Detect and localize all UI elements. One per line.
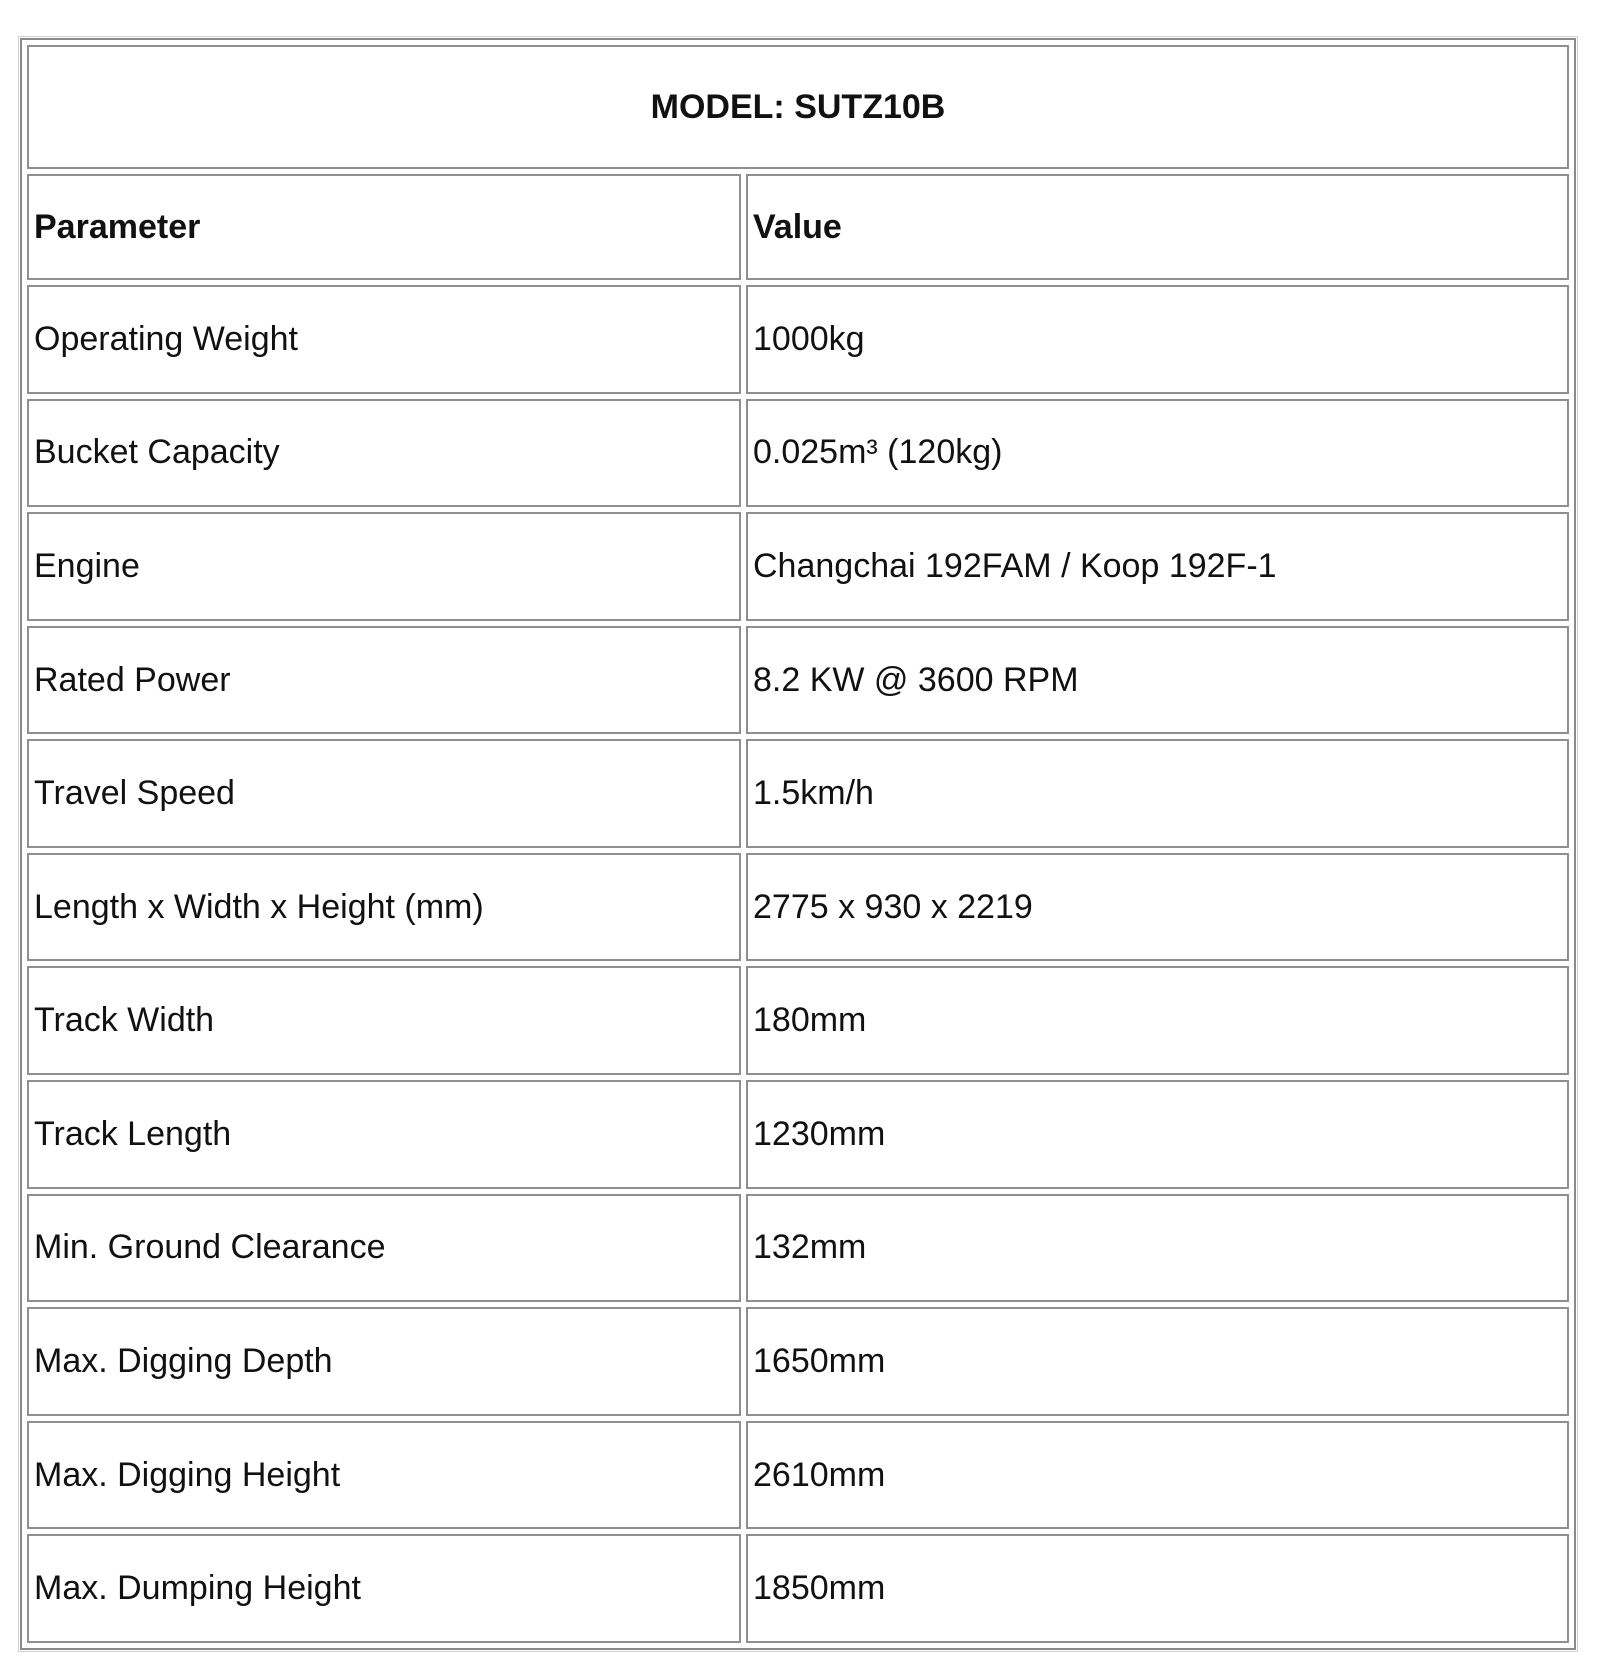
table-row: [27, 853, 1569, 962]
value-cell: Changchai 192FAM / Koop 192F-1: [746, 512, 1569, 621]
value-cell: 1850mm: [746, 1534, 1569, 1643]
table-row: [27, 626, 1569, 735]
parameter-cell: Max. Digging Depth: [27, 1307, 741, 1416]
parameter-cell: Operating Weight: [27, 285, 741, 394]
value-cell: 1.5km/h: [746, 739, 1569, 848]
parameter-cell: Rated Power: [27, 626, 741, 735]
parameter-cell: Track Length: [27, 1080, 741, 1189]
value-cell: 1230mm: [746, 1080, 1569, 1189]
table-row: [27, 1080, 1569, 1189]
table-row: [27, 285, 1569, 394]
value-cell: 2775 x 930 x 2219: [746, 853, 1569, 962]
table-row: [27, 1307, 1569, 1416]
value-cell: 0.025m³ (120kg): [746, 399, 1569, 508]
column-header-parameter: Parameter: [27, 174, 741, 280]
column-header-value: Value: [746, 174, 1569, 280]
parameter-cell: Travel Speed: [27, 739, 741, 848]
value-cell: 1000kg: [746, 285, 1569, 394]
table-row: [27, 1421, 1569, 1530]
parameter-cell: Min. Ground Clearance: [27, 1194, 741, 1303]
table-row: [27, 1194, 1569, 1303]
value-cell: 180mm: [746, 966, 1569, 1075]
table-title: MODEL: SUTZ10B: [27, 45, 1569, 169]
table-row: [27, 966, 1569, 1075]
parameter-cell: Max. Digging Height: [27, 1421, 741, 1530]
value-cell: 2610mm: [746, 1421, 1569, 1530]
table-row: [27, 512, 1569, 621]
parameter-cell: Length x Width x Height (mm): [27, 853, 741, 962]
table-title-row: [27, 45, 1569, 169]
parameter-cell: Bucket Capacity: [27, 399, 741, 508]
parameter-cell: Track Width: [27, 966, 741, 1075]
parameter-cell: Max. Dumping Height: [27, 1534, 741, 1643]
value-cell: 1650mm: [746, 1307, 1569, 1416]
table-header-row: [27, 174, 1569, 280]
spec-table: [20, 38, 1576, 1650]
table-row: [27, 399, 1569, 508]
table-row: [27, 1534, 1569, 1643]
table-row: [27, 739, 1569, 848]
value-cell: 8.2 KW @ 3600 RPM: [746, 626, 1569, 735]
parameter-cell: Engine: [27, 512, 741, 621]
value-cell: 132mm: [746, 1194, 1569, 1303]
